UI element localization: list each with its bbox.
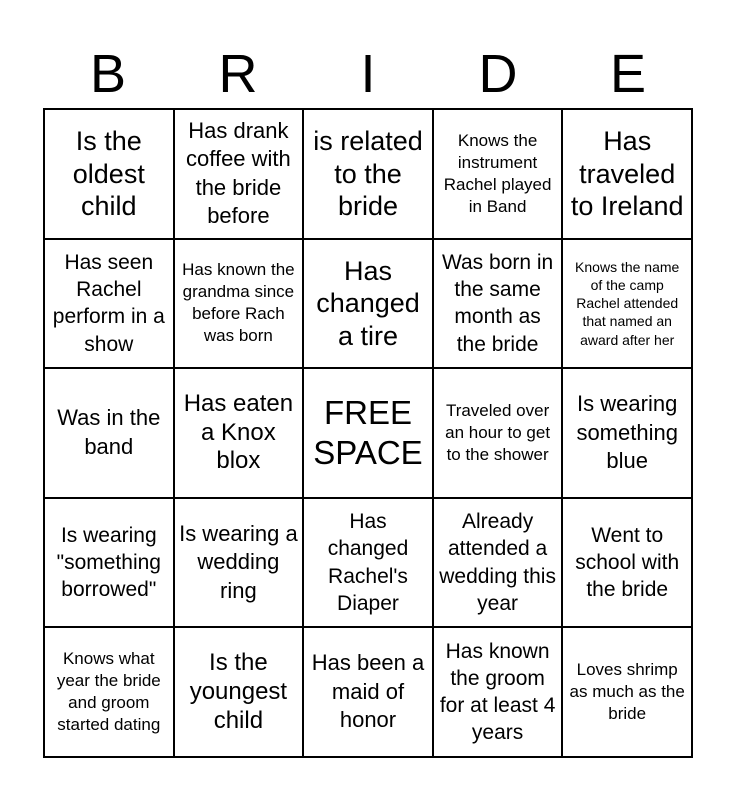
cell-text: Knows the instrument Rachel played in Band — [443, 130, 552, 216]
cell-text: Has known the groom for at least 4 years — [439, 639, 556, 745]
cell-text: Has seen Rachel perform in a show — [52, 250, 165, 356]
cell-text: Has changed a tire — [316, 255, 420, 351]
cell-text: Is wearing a wedding ring — [179, 520, 298, 603]
free-space-cell[interactable] — [304, 369, 434, 499]
bingo-cell[interactable] — [434, 628, 564, 758]
bingo-cell[interactable] — [304, 110, 434, 240]
bingo-cell[interactable] — [45, 628, 175, 758]
bingo-cell[interactable] — [434, 240, 564, 370]
bingo-cell[interactable] — [563, 628, 693, 758]
bingo-cell[interactable] — [563, 110, 693, 240]
bingo-cell[interactable] — [304, 628, 434, 758]
bingo-cell[interactable] — [175, 499, 305, 629]
header-letter-r: R — [218, 44, 258, 104]
cell-text: Has known the grandma since before Rach was born — [182, 260, 295, 346]
cell-text: Has changed Rachel's Diaper — [327, 510, 409, 615]
cell-text: Has eaten a Knox blox — [183, 389, 294, 475]
bingo-cell[interactable] — [45, 110, 175, 240]
cell-text: Is the youngest child — [189, 649, 288, 734]
header-letter-d: D — [478, 44, 518, 104]
cell-text: Knows what year the bride and groom started dating — [56, 649, 161, 735]
bingo-cell[interactable] — [175, 369, 305, 499]
cell-text: Was born in the same month as the bride — [441, 250, 554, 356]
bingo-cell[interactable] — [304, 240, 434, 370]
bingo-cell[interactable] — [175, 240, 305, 370]
bingo-cell[interactable] — [45, 499, 175, 629]
bingo-cell[interactable] — [434, 499, 564, 629]
cell-text: is related to the bride — [313, 126, 423, 221]
cell-text: Went to school with the bride — [575, 523, 680, 602]
bingo-cell[interactable] — [175, 628, 305, 758]
bingo-grid — [43, 108, 693, 758]
bingo-cell[interactable] — [175, 110, 305, 240]
bingo-cell[interactable] — [45, 369, 175, 499]
header-letter-b: B — [89, 44, 127, 104]
cell-text: Has drank coffee with the bride before — [186, 117, 291, 229]
bingo-cell[interactable] — [434, 110, 564, 240]
cell-text: Traveled over an hour to get to the shower — [445, 400, 551, 465]
cell-text: Has traveled to Ireland — [570, 126, 684, 221]
cell-text: Knows the name of the camp Rachel attended that named an award after her — [575, 258, 680, 348]
bingo-cell[interactable] — [563, 369, 693, 499]
free-space-text: FREE SPACE — [313, 394, 423, 471]
cell-text: Is the oldest child — [72, 126, 145, 221]
header-letter-e: E — [609, 44, 647, 104]
cell-text: Has been a maid of honor — [311, 650, 425, 733]
cell-text: Is wearing something blue — [576, 391, 678, 474]
header-letter-i: I — [360, 44, 376, 104]
bingo-cell[interactable] — [45, 240, 175, 370]
bingo-header — [43, 40, 693, 108]
cell-text: Already attended a wedding this year — [439, 510, 556, 615]
bingo-cell[interactable] — [563, 240, 693, 370]
bingo-cell[interactable] — [434, 369, 564, 499]
cell-text: Is wearing "something borrowed" — [56, 523, 161, 602]
cell-text: Loves shrimp as much as the bride — [569, 660, 685, 724]
bingo-cell[interactable] — [563, 499, 693, 629]
cell-text: Was in the band — [57, 405, 161, 459]
bingo-cell[interactable] — [304, 499, 434, 629]
